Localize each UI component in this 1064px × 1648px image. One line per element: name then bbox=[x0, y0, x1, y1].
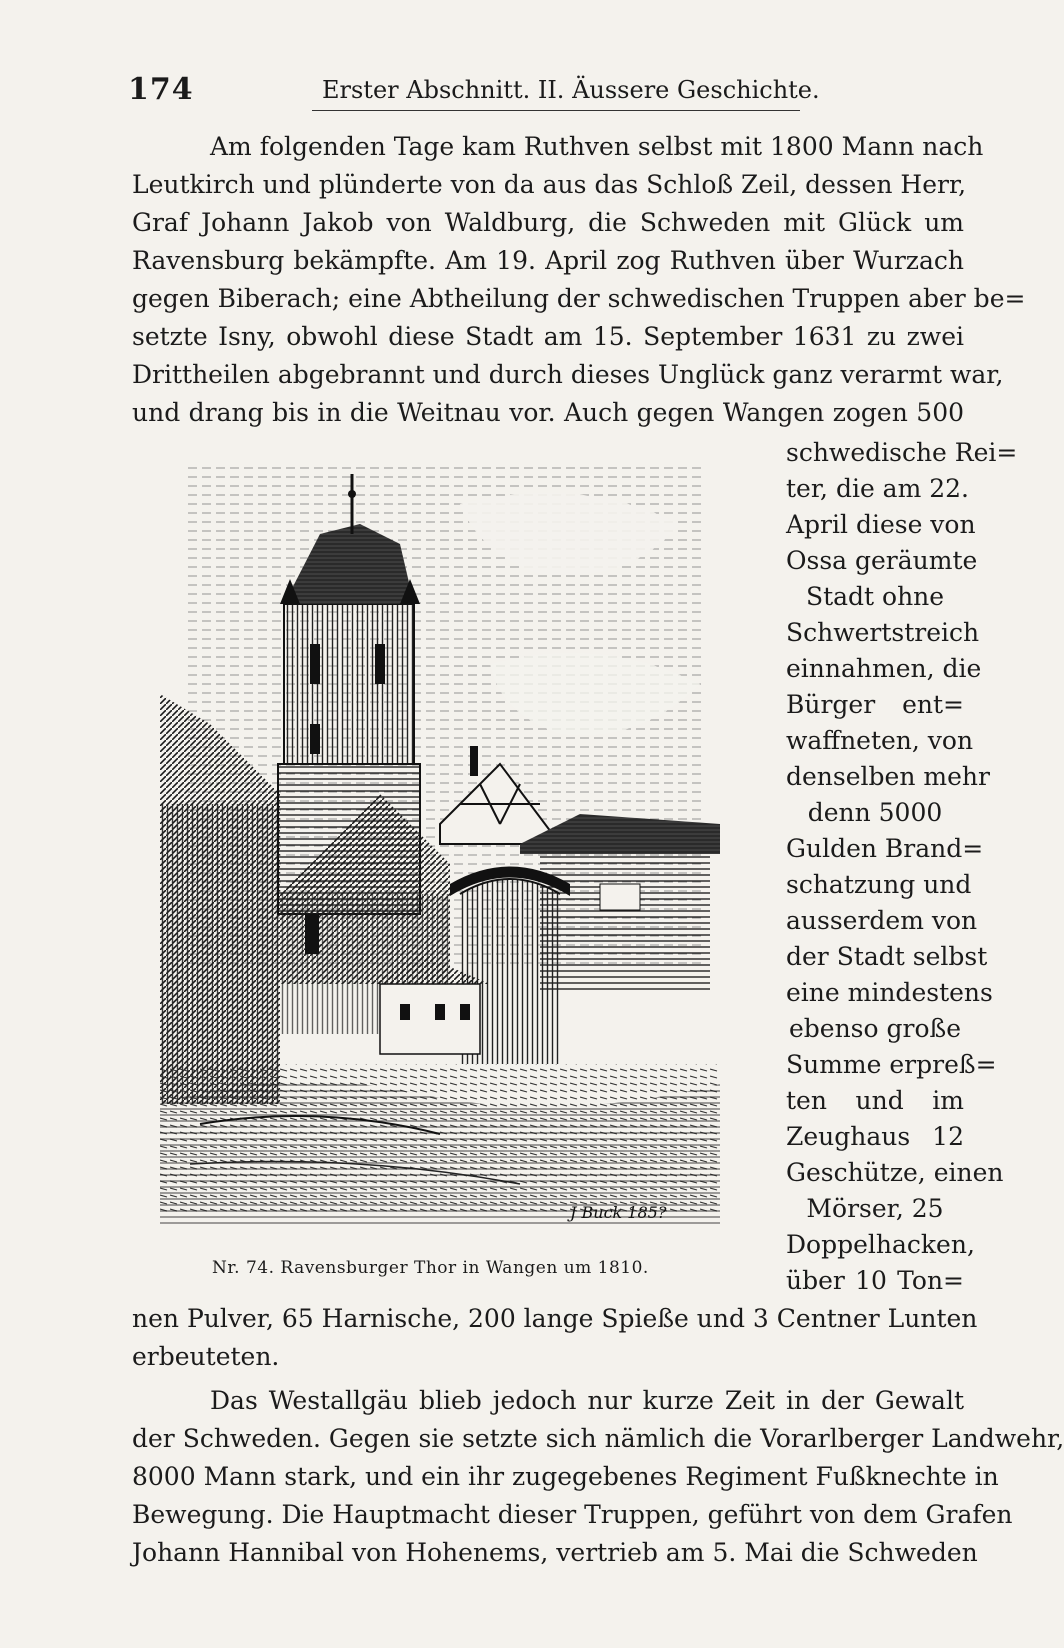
text-line: setzte Isny, obwohl diese Stadt am 15. September 1631 zu zwei bbox=[132, 322, 964, 351]
text-line-narrow: waffneten, von bbox=[786, 726, 974, 755]
text-line: nen Pulver, 65 Harnische, 200 lange Spieße und 3 Centner Lunten bbox=[132, 1304, 978, 1333]
text-line: Graf Johann Jakob von Waldburg, die Schweden mit Glück um bbox=[132, 208, 964, 237]
text-line-narrow: eine mindestens bbox=[786, 978, 993, 1007]
page-number: 174 bbox=[128, 72, 194, 107]
text-line: der Schweden. Gegen sie setzte sich nämlich die Vorarlberger Landwehr, bbox=[132, 1424, 1064, 1453]
text-line: Drittheilen abgebrannt und durch dieses Unglück ganz verarmt war, bbox=[132, 360, 1004, 389]
text-line-narrow: einnahmen, die bbox=[786, 654, 982, 683]
text-line-narrow: schwedische Rei= bbox=[786, 438, 1018, 467]
text-line: Am folgenden Tage kam Ruthven selbst mit 1800 Mann nach bbox=[210, 132, 984, 161]
text-line-narrow: Gulden Brand= bbox=[786, 834, 984, 863]
text-line-narrow: Mörser, 25 bbox=[806, 1194, 944, 1223]
text-line-narrow: denselben mehr bbox=[786, 762, 990, 791]
engraving-figure bbox=[160, 464, 720, 1232]
running-head: Erster Abschnitt. II. Äussere Geschichte. bbox=[322, 76, 820, 104]
figure-caption: Nr. 74. Ravensburger Thor in Wangen um 1810. bbox=[212, 1258, 649, 1278]
text-line-narrow: Summe erpreß= bbox=[786, 1050, 997, 1079]
text-line-narrow: Zeughaus 12 bbox=[786, 1122, 964, 1151]
text-line: Leutkirch und plünderte von da aus das Schloß Zeil, dessen Herr, bbox=[132, 170, 967, 199]
text-line-narrow: über 10 Ton= bbox=[786, 1266, 964, 1295]
text-line: Ravensburg bekämpfte. Am 19. April zog Ruthven über Wurzach bbox=[132, 246, 964, 275]
text-line-narrow: Ossa geräumte bbox=[786, 546, 978, 575]
text-line-narrow: denn 5000 bbox=[807, 798, 943, 827]
text-line-narrow: Geschütze, einen bbox=[786, 1158, 1004, 1187]
text-line-narrow: Doppelhacken, bbox=[786, 1230, 975, 1259]
header-rule bbox=[312, 110, 800, 111]
text-line-narrow: ebenso große bbox=[788, 1014, 962, 1043]
engraving-illustration bbox=[160, 464, 720, 1232]
text-line-narrow: April diese von bbox=[786, 510, 976, 539]
engraver-signature: J Buck 185? bbox=[570, 1203, 667, 1222]
page-header bbox=[0, 62, 1000, 112]
text-line-narrow: schatzung und bbox=[786, 870, 972, 899]
text-line-narrow: ten und im bbox=[786, 1086, 964, 1115]
text-line: 8000 Mann stark, und ein ihr zugegebenes Regiment Fußknechte in bbox=[132, 1462, 999, 1491]
text-line: gegen Biberach; eine Abtheilung der schwedischen Truppen aber be= bbox=[132, 284, 1026, 313]
text-line-narrow: der Stadt selbst bbox=[786, 942, 988, 971]
text-line-narrow: Schwertstreich bbox=[786, 618, 980, 647]
text-line-narrow: Stadt ohne bbox=[805, 582, 945, 611]
text-line-narrow: ausserdem von bbox=[786, 906, 978, 935]
text-line: Das Westallgäu blieb jedoch nur kurze Zeit in der Gewalt bbox=[210, 1386, 964, 1415]
text-line: und drang bis in die Weitnau vor. Auch gegen Wangen zogen 500 bbox=[132, 398, 964, 427]
text-line: Johann Hannibal von Hohenems, vertrieb am 5. Mai die Schweden bbox=[132, 1538, 978, 1567]
text-line: erbeuteten. bbox=[132, 1342, 280, 1371]
text-line-narrow: ter, die am 22. bbox=[786, 474, 969, 503]
text-line-narrow: Bürger ent= bbox=[786, 690, 964, 719]
text-line: Bewegung. Die Hauptmacht dieser Truppen, geführt von dem Grafen bbox=[132, 1500, 1013, 1529]
